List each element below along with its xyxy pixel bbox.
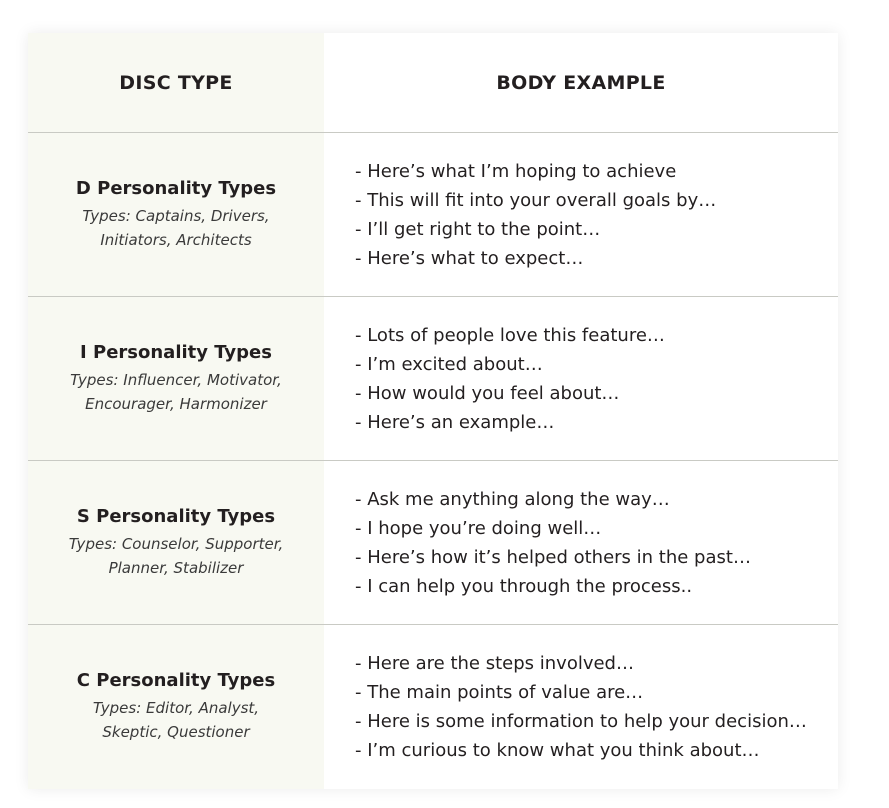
table-row-c [28,625,838,788]
type-title: S Personality Types [76,505,276,527]
example-line: - Here’s what to expect… [355,247,584,269]
example-cell [324,133,838,296]
example-cell [324,461,838,624]
example-line: - How would you feel about… [355,382,620,404]
example-cell [324,625,838,788]
example-line: - Here’s how it’s helped others in the past… [355,546,751,568]
disc-table [28,33,838,789]
example-line: - Lots of people love this feature… [355,324,665,346]
example-line: - I can help you through the process.. [355,575,693,597]
example-line: - Here is some information to help your decision… [355,710,807,732]
type-cell [28,625,324,788]
type-title: D Personality Types [75,177,277,199]
type-subtitle: Types: Counselor, Supporter, Planner, Stabilizer [68,534,284,577]
type-subtitle: Types: Editor, Analyst, Skeptic, Questioner [92,698,260,741]
example-line: - I’m excited about… [355,353,543,375]
example-line: - Here’s what I’m hoping to achieve [355,160,677,182]
example-line: - I’ll get right to the point… [355,218,601,240]
example-line: - I hope you’re doing well… [355,517,602,539]
header-disc-type-label: DISC TYPE [119,71,233,94]
type-cell [28,297,324,460]
table-row-s [28,461,838,624]
type-title: C Personality Types [76,669,276,691]
example-line: - Here are the steps involved… [355,652,634,674]
header-body-example-label: BODY EXAMPLE [496,71,666,94]
example-line: - This will fit into your overall goals by… [355,189,717,211]
example-cell [324,297,838,460]
table-header-row [28,33,838,132]
table-row-d [28,133,838,296]
example-line: - I’m curious to know what you think about… [355,739,760,761]
example-line: - Ask me anything along the way… [355,488,670,510]
type-subtitle: Types: Influencer, Motivator, Encourager, Harmonizer [70,370,282,413]
type-subtitle: Types: Captains, Drivers, Initiators, Architects [82,206,270,249]
header-cell-body-example [324,33,838,132]
type-cell [28,133,324,296]
example-line: - Here’s an example… [355,411,555,433]
header-cell-disc-type [28,33,324,132]
table-row-i [28,297,838,460]
type-title: I Personality Types [80,341,272,363]
type-cell [28,461,324,624]
example-line: - The main points of value are… [355,681,644,703]
